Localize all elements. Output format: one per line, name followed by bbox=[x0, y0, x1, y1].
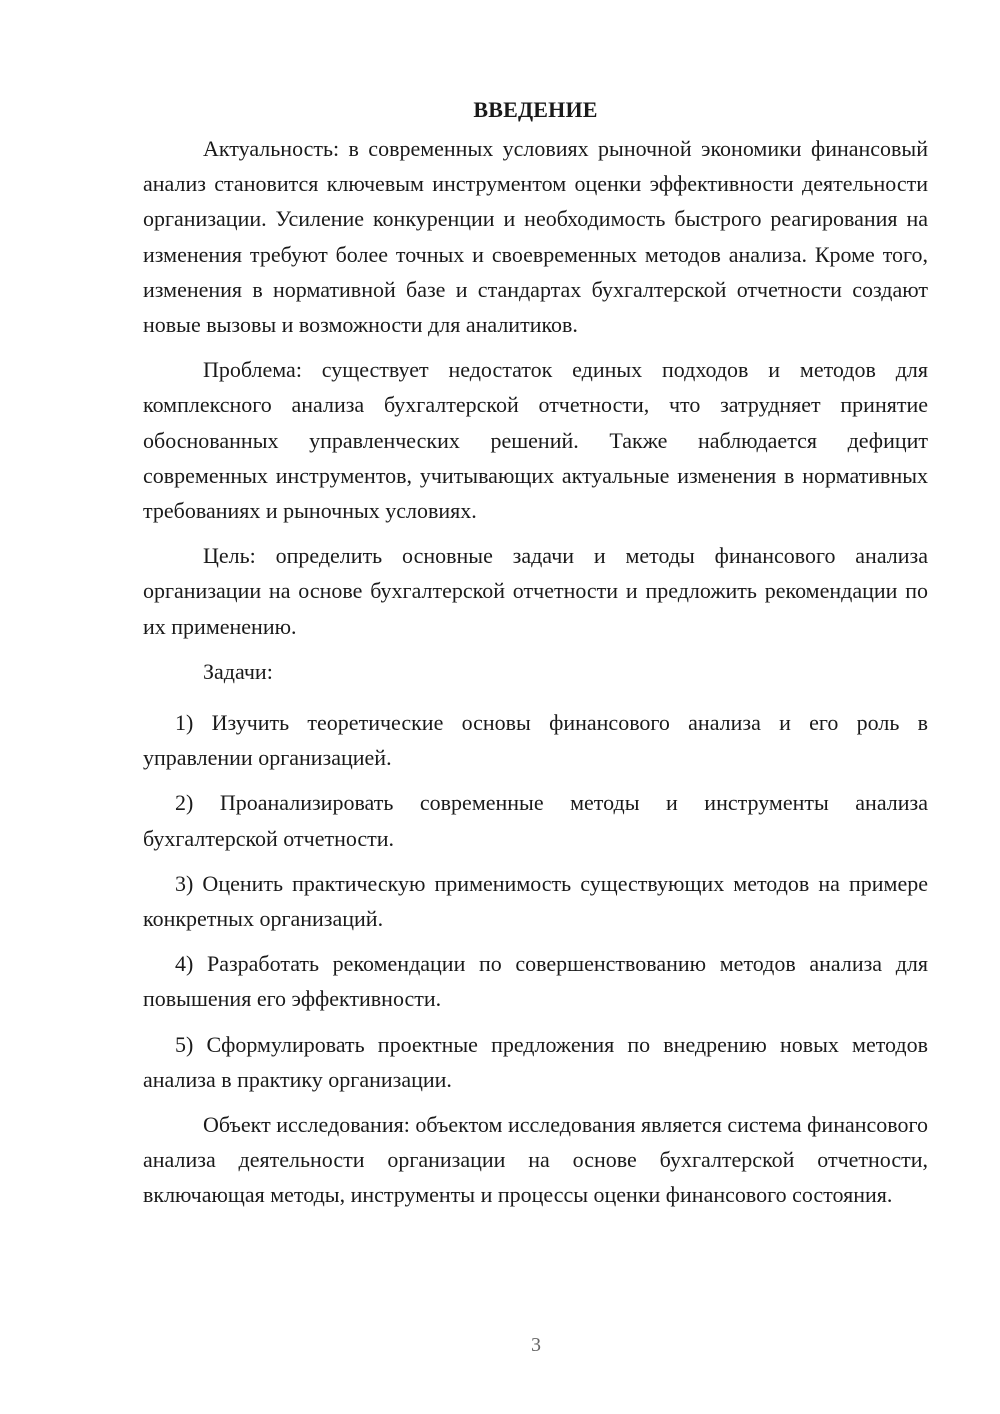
task-item: 1) Изучить теоретические основы финансового анализа и его роль в управлении организацией. bbox=[143, 710, 928, 771]
page-number: 3 bbox=[531, 1334, 541, 1356]
task-item: 2) Проанализировать современные методы и инструменты анализа бухгалтерской отчетности. bbox=[143, 790, 928, 851]
task-item: 5) Сформулировать проектные предложения по внедрению новых методов анализа в практику организации. bbox=[143, 1031, 928, 1092]
problem-paragraph: Проблема: существует недостаток единых подходов и методов для комплексного анализа бухгалтерской отчетности, что затрудняет принятие обоснованных управленческих решений. Также наблюдается дефицит современных инструментов, учитывающих актуальные изменения в нормативных требованиях и рыночных условиях. bbox=[143, 357, 928, 524]
task-item: 3) Оценить практическую применимость существующих методов на примере конкретных организаций. bbox=[143, 870, 928, 932]
goal-paragraph: Цель: определить основные задачи и методы финансового анализа организации на основе бухгалтерской отчетности и предложить рекомендации по их применению. bbox=[143, 543, 928, 639]
task-item: 4) Разработать рекомендации по совершенствованию методов анализа для повышения его эффективности. bbox=[143, 951, 928, 1012]
document-page bbox=[143, 92, 928, 1223]
tasks-heading: Задачи: bbox=[203, 658, 273, 684]
object-paragraph: Объект исследования: объектом исследования является система финансового анализа деятельности организации на основе бухгалтерской отчетности, включающая методы, инструменты и процессы оценки финансового состояния. bbox=[143, 1112, 928, 1208]
section-title: ВВЕДЕНИЕ bbox=[473, 97, 598, 122]
relevance-paragraph: Актуальность: в современных условиях рыночной экономики финансовый анализ становится ключевым инструментом оценки эффективности деятельности организации. Усиление конкуренции и необходимость быстрого реагирования на изменения требуют более точных и своевременных методов анализа. Кроме того, изменения в нормативной базе и стандартах бухгалтерской отчетности создают новые вызовы и возможности для аналитиков. bbox=[143, 136, 928, 338]
